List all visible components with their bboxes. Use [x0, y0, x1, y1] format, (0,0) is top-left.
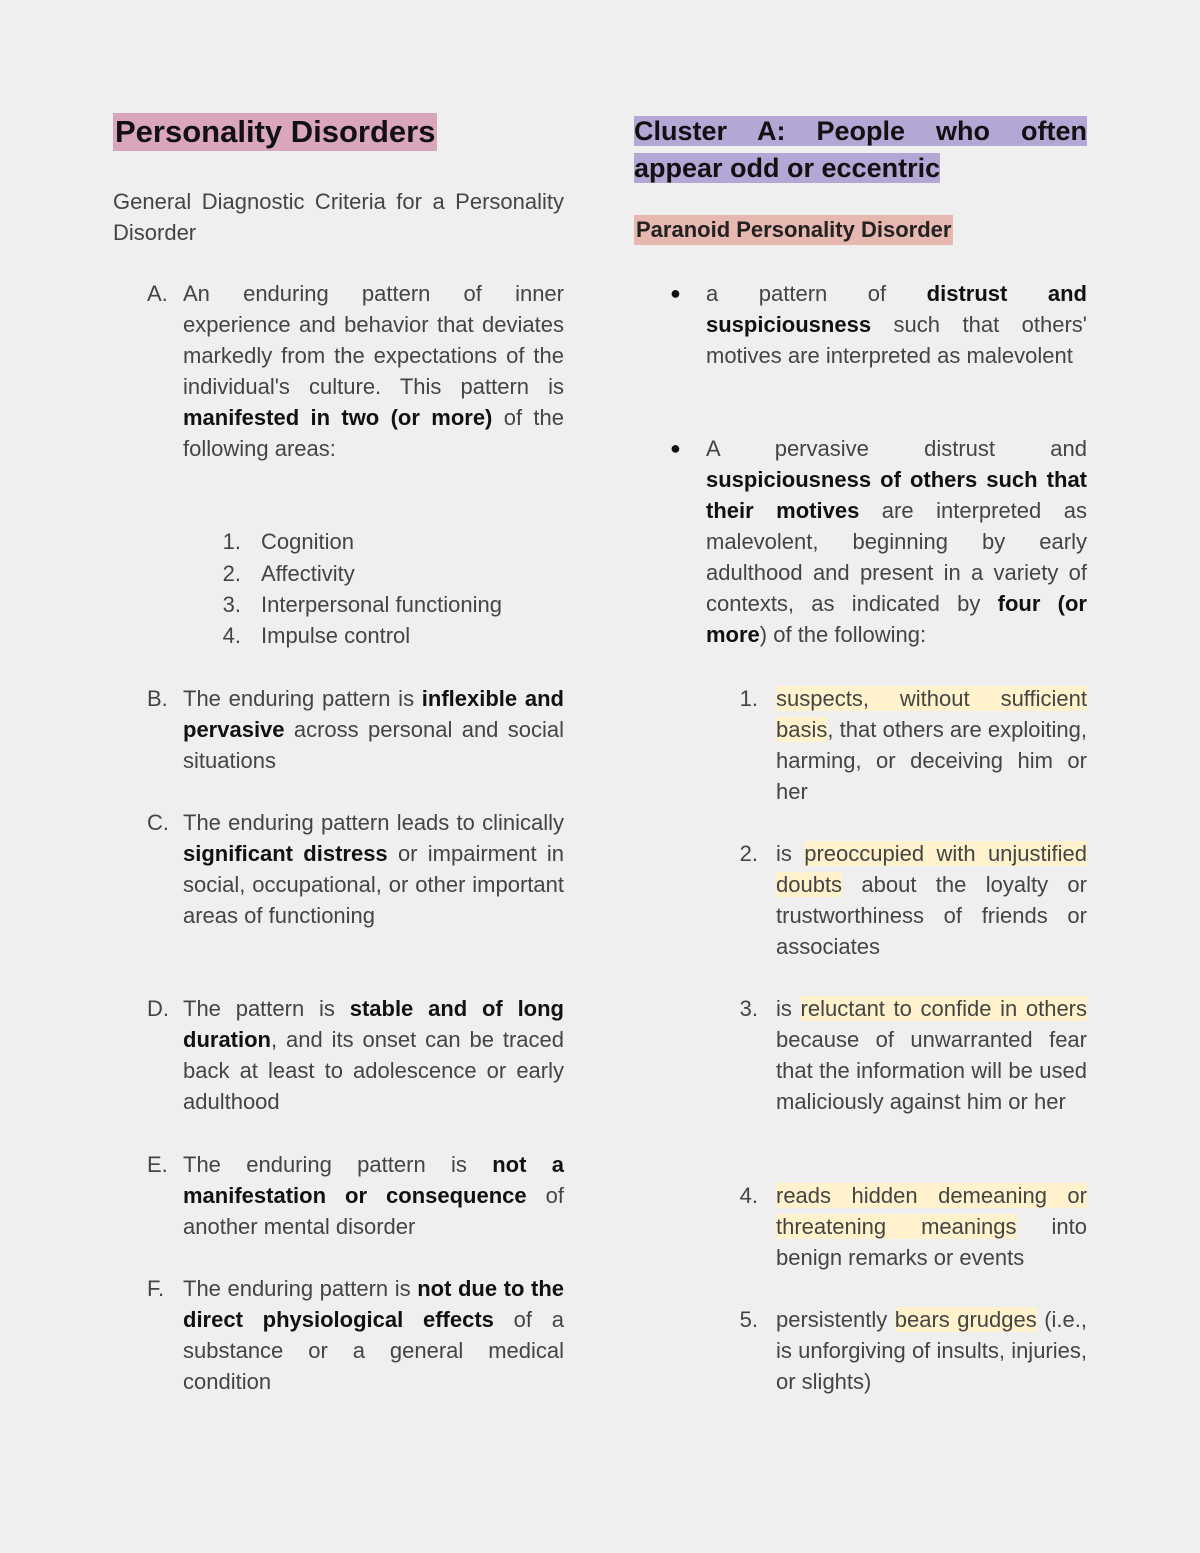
- criterion-text: reads hidden demeaning or threatening meanings into benign remarks or events: [776, 1183, 1087, 1270]
- disorder-heading: Paranoid Personality Disorder: [634, 215, 953, 245]
- criterion-number: 1.: [739, 686, 758, 711]
- document-page: Personality Disorders General Diagnostic Criteria for a Personality Disorder A. An enduring pattern of inner experience and behavior that deviates markedly from the expectations of the individual's culture. This pattern is manifested in two (or more) of the following areas: 1. Cognition 2. Affectivity 3. Interpersonal functioning 4. Impulse control B. The enduring pattern is inflexible and pervasive across personal and social situations C. The enduring pattern leads to clinically significant distress or impairment in social, occupational, or other important areas of functioning D. The pattern is stable and of long duration, and its onset can be traced back at least to adolescence or early adulthood E. The enduring pattern is not a manifestation or consequence of another mental disorder F. The enduring pattern is not due to the direct physiological effects of a substance or a general medical condition Cluster A: People who often appear odd or eccentric Paranoid Personality Disorder ● a pattern of distrust and suspiciousness such that others' motives are interpreted as malevolent ● A pervasive distrust and suspiciousness of others such that their motives are interpreted as malevolent, beginning by early adulthood and present in a variety of contexts, as indicated by four (or more) of the following: 1. suspects, without sufficient basis, that others are exploiting, harming, or deceiving him or her 2. is preoccupied with unjustified doubts about the loyalty or trustworthiness of friends or associates 3. is reluctant to confide in others because of unwarranted fear that the information will be used maliciously against him or her 4. reads hidden demeaning or threatening meanings into benign remarks or events 5. persistently bears grudges (i.e., is unforgiving of insults, injuries, or slights): [0, 0, 1200, 1553]
- page-title: Personality Disorders: [115, 114, 436, 149]
- criterion-marker: A.: [147, 281, 168, 306]
- bullet-icon: ●: [670, 438, 681, 458]
- cluster-heading: Cluster A: People who often appear odd or eccentric: [634, 116, 1087, 183]
- criterion-number: 2.: [739, 841, 758, 866]
- bullet-text: a pattern of distrust and suspiciousness such that others' motives are interpreted as malevolent: [706, 281, 1087, 368]
- criterion-marker: E.: [147, 1152, 168, 1177]
- criterion-number: 4.: [739, 1183, 758, 1208]
- criterion-text: is preoccupied with unjustified doubts about the loyalty or trustworthiness of friends or associates: [776, 841, 1088, 959]
- section-subtitle: General Diagnostic Criteria for a Personality Disorder: [113, 189, 564, 245]
- criterion-number: 3.: [739, 996, 758, 1021]
- bullet-icon: ●: [670, 283, 681, 303]
- criterion-text: The pattern is stable and of long duration, and its onset can be traced back at least to adolescence or early adulthood: [183, 996, 564, 1114]
- bullet-text: A pervasive distrust and suspiciousness of others such that their motives are interpreted as malevolent, beginning by early adulthood and present in a variety of contexts, as indicated by four (or more) of the following:: [706, 436, 1087, 647]
- criterion-text: suspects, without sufficient basis, that others are exploiting, harming, or deceiving him or her: [776, 686, 1087, 804]
- criterion-text: The enduring pattern is not due to the direct physiological effects of a substance or a general medical condition: [183, 1276, 565, 1394]
- criterion-text: An enduring pattern of inner experience and behavior that deviates markedly from the expectations of the individual's culture. This pattern is manifested in two (or more) of the following areas:: [183, 281, 564, 461]
- criterion-text: The enduring pattern leads to clinically significant distress or impairment in social, occupational, or other important areas of functioning: [183, 810, 564, 928]
- criterion-text: The enduring pattern is not a manifestation or consequence of another mental disorder: [183, 1152, 564, 1239]
- criterion-marker: C.: [147, 810, 169, 835]
- criterion-marker: B.: [147, 686, 168, 711]
- criterion-number: 5.: [739, 1307, 758, 1332]
- criterion-text: is reluctant to confide in others because of unwarranted fear that the information will be used maliciously against him or her: [776, 996, 1088, 1114]
- criterion-marker: F.: [147, 1276, 165, 1301]
- criterion-marker: D.: [147, 996, 169, 1021]
- criterion-text: persistently bears grudges (i.e., is unforgiving of insults, injuries, or slights): [776, 1307, 1087, 1394]
- criterion-text: The enduring pattern is inflexible and pervasive across personal and social situations: [183, 686, 564, 773]
